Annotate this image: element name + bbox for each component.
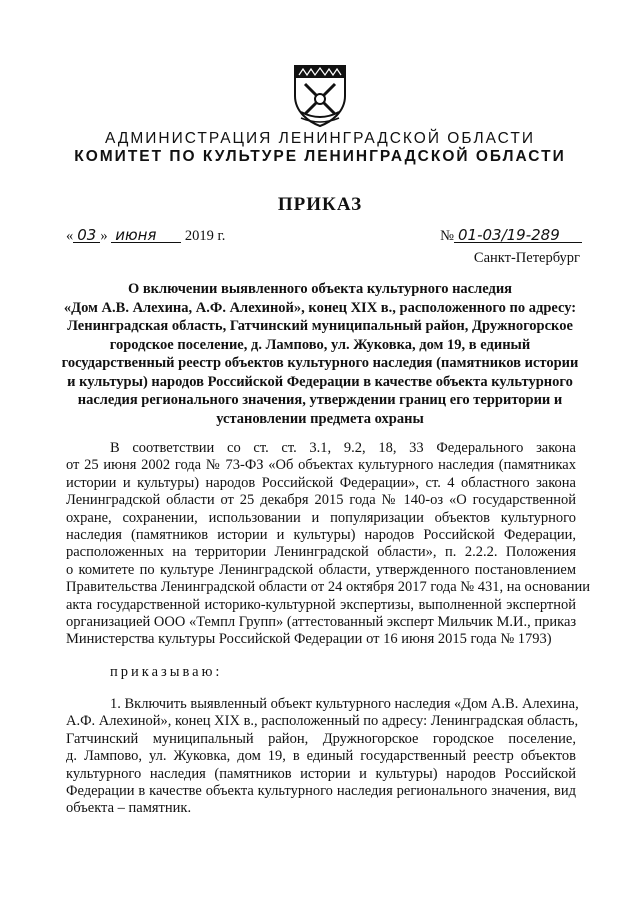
document-title: ПРИКАЗ — [277, 194, 363, 215]
paragraph-line: 1. Включить выявленный объект культурного наследия «Дом А.В. Алехина, — [110, 696, 579, 712]
order-subject — [60, 280, 580, 428]
paragraph-line: организацией ООО «Темпл Групп» (аттестованный эксперт Мильчик М.И., приказ — [66, 613, 577, 630]
date-quote-open: « — [66, 228, 74, 244]
committee-name: КОМИТЕТ ПО КУЛЬТУРЕ ЛЕНИНГРАДСКОЙ ОБЛАСТИ — [74, 148, 566, 165]
subject-line: городское поселение, д. Лампово, ул. Жуковка, дом 19, в единый — [109, 336, 531, 353]
paragraph-line: от 25 июня 2002 года № 73-ФЗ «Об объектах культурного наследия (памятниках — [66, 457, 576, 474]
paragraph-line: Министерства культуры Российской Федерации от 16 июня 2015 года № 1793) — [66, 631, 552, 648]
organization-name: АДМИНИСТРАЦИЯ ЛЕНИНГРАДСКОЙ ОБЛАСТИ — [105, 130, 535, 147]
date-year: 2019 г. — [184, 228, 226, 244]
paragraph-line: д. Лампово, ул. Жуковка, дом 19, в единый государственный реестр объектов — [66, 748, 576, 765]
number-value: 01-03/19-289 — [454, 228, 582, 243]
subject-line: «Дом А.В. Алехина, А.Ф. Алехиной», конец XIX в., расположенного по адресу: — [63, 299, 577, 316]
number-prefix: № — [440, 228, 454, 244]
paragraph-line: о комитете по культуре Ленинградской области, утвержденного постановлением — [66, 561, 576, 578]
paragraph-line: Ленинградской области от 25 декабря 2015 года № 140-оз «О государственной — [66, 492, 576, 509]
subject-line: О включении выявленного объекта культурного наследия — [127, 281, 513, 297]
paragraph-line: В соответствии со ст. ст. 3.1, 9.2, 18, 33 Федерального закона — [110, 440, 576, 456]
paragraph-line: охране, сохранении, использовании и популяризации объектов культурного — [66, 509, 576, 526]
paragraph-line: Федерации в качестве объекта культурного наследия регионального значения, вид — [66, 782, 576, 799]
paragraph-line: расположенных на территории Ленинградской области», п. 2.2.2. Положения — [66, 544, 576, 561]
paragraph-line: Правительства Ленинградской области от 24 октября 2017 года № 431, на основании — [66, 579, 590, 596]
subject-line: государственный реестр объектов культурного наследия (памятников истории — [61, 355, 579, 371]
date-day: 03 — [73, 228, 100, 243]
subject-line: и культуры) народов Российской Федерации в качестве объекта культурного — [67, 373, 573, 390]
paragraph-line: Гатчинский муниципальный район, Дружногорское городское поселение, — [66, 730, 576, 747]
paragraph-line: культурного наследия (памятников истории и культуры) народов Российской — [66, 765, 576, 782]
preamble-paragraph — [66, 440, 590, 649]
subject-line: установлении предмета охраны — [216, 410, 424, 427]
paragraph-line: акта государственной историко-культурной экспертизы, выполненной экспертной — [66, 596, 576, 613]
subject-line: Ленинградская область, Гатчинский муниципальный район, Дружногорское — [67, 318, 573, 334]
city: Санкт-Петербург — [473, 250, 580, 266]
order-item-1 — [66, 696, 579, 818]
order-date — [66, 228, 225, 245]
date-quote-close: » — [100, 228, 108, 244]
date-month: июня — [111, 228, 181, 243]
paragraph-line: наследия (памятников истории и культуры) народов Российской Федерации, — [66, 526, 576, 543]
coat-of-arms-emblem — [291, 62, 349, 128]
paragraph-line: объекта – памятник. — [66, 800, 192, 817]
paragraph-line: А.Ф. Алехиной», конец XIX в., расположенный по адресу: Ленинградская область, — [66, 713, 579, 730]
subject-line: наследия регионального значения, утверждении границ его территории и — [77, 392, 563, 408]
order-number — [440, 228, 582, 245]
paragraph-line: истории и культуры) народов Российской Федерации», ст. 4 областного закона — [66, 474, 576, 491]
orders-word: приказываю: — [110, 664, 223, 680]
